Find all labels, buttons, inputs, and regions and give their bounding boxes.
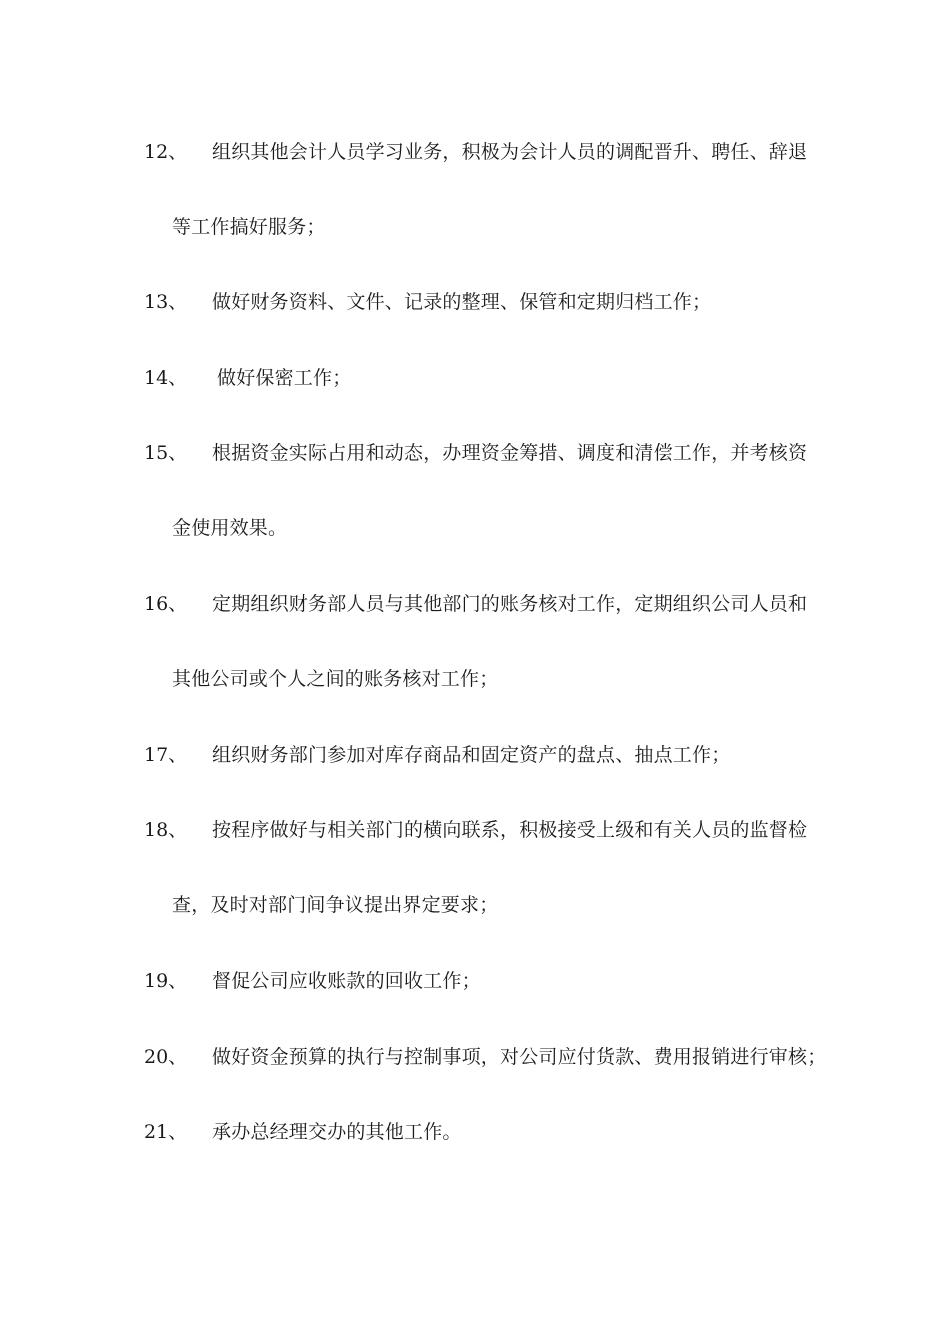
item-number: 12、 [144, 141, 188, 163]
item-number: 14、 [144, 367, 188, 389]
item-text: 组织财务部门参加对库存商品和固定资产的盘点、抽点工作； [212, 744, 731, 766]
item-number: 20、 [144, 1046, 188, 1068]
item-text-continuation: 其他公司或个人之间的账务核对工作； [172, 668, 499, 690]
item-text: 承办总经理交办的其他工作。 [212, 1121, 462, 1143]
item-text: 按程序做好与相关部门的横向联系，积极接受上级和有关人员的监督检 [212, 819, 808, 841]
item-text: 做好保密工作； [217, 367, 352, 389]
item-text: 组织其他会计人员学习业务，积极为会计人员的调配晋升、聘任、辞退 [212, 141, 808, 163]
item-text-continuation: 金使用效果。 [172, 517, 288, 539]
item-number: 18、 [144, 819, 188, 841]
item-number: 17、 [144, 744, 188, 766]
item-number: 13、 [144, 291, 188, 313]
item-text: 定期组织财务部人员与其他部门的账务核对工作，定期组织公司人员和 [212, 593, 808, 615]
item-text: 根据资金实际占用和动态，办理资金筹措、调度和清偿工作，并考核资 [212, 442, 808, 464]
item-number: 16、 [144, 593, 188, 615]
item-text-continuation: 等工作搞好服务； [172, 216, 326, 238]
item-number: 15、 [144, 442, 188, 464]
item-text: 做好资金预算的执行与控制事项，对公司应付货款、费用报销进行审核； [212, 1046, 827, 1068]
item-number: 21、 [144, 1121, 188, 1143]
item-text: 做好财务资料、文件、记录的整理、保管和定期归档工作； [212, 291, 712, 313]
item-text: 督促公司应收账款的回收工作； [212, 970, 481, 992]
item-number: 19、 [144, 970, 188, 992]
item-text-continuation: 查，及时对部门间争议提出界定要求； [172, 894, 499, 916]
